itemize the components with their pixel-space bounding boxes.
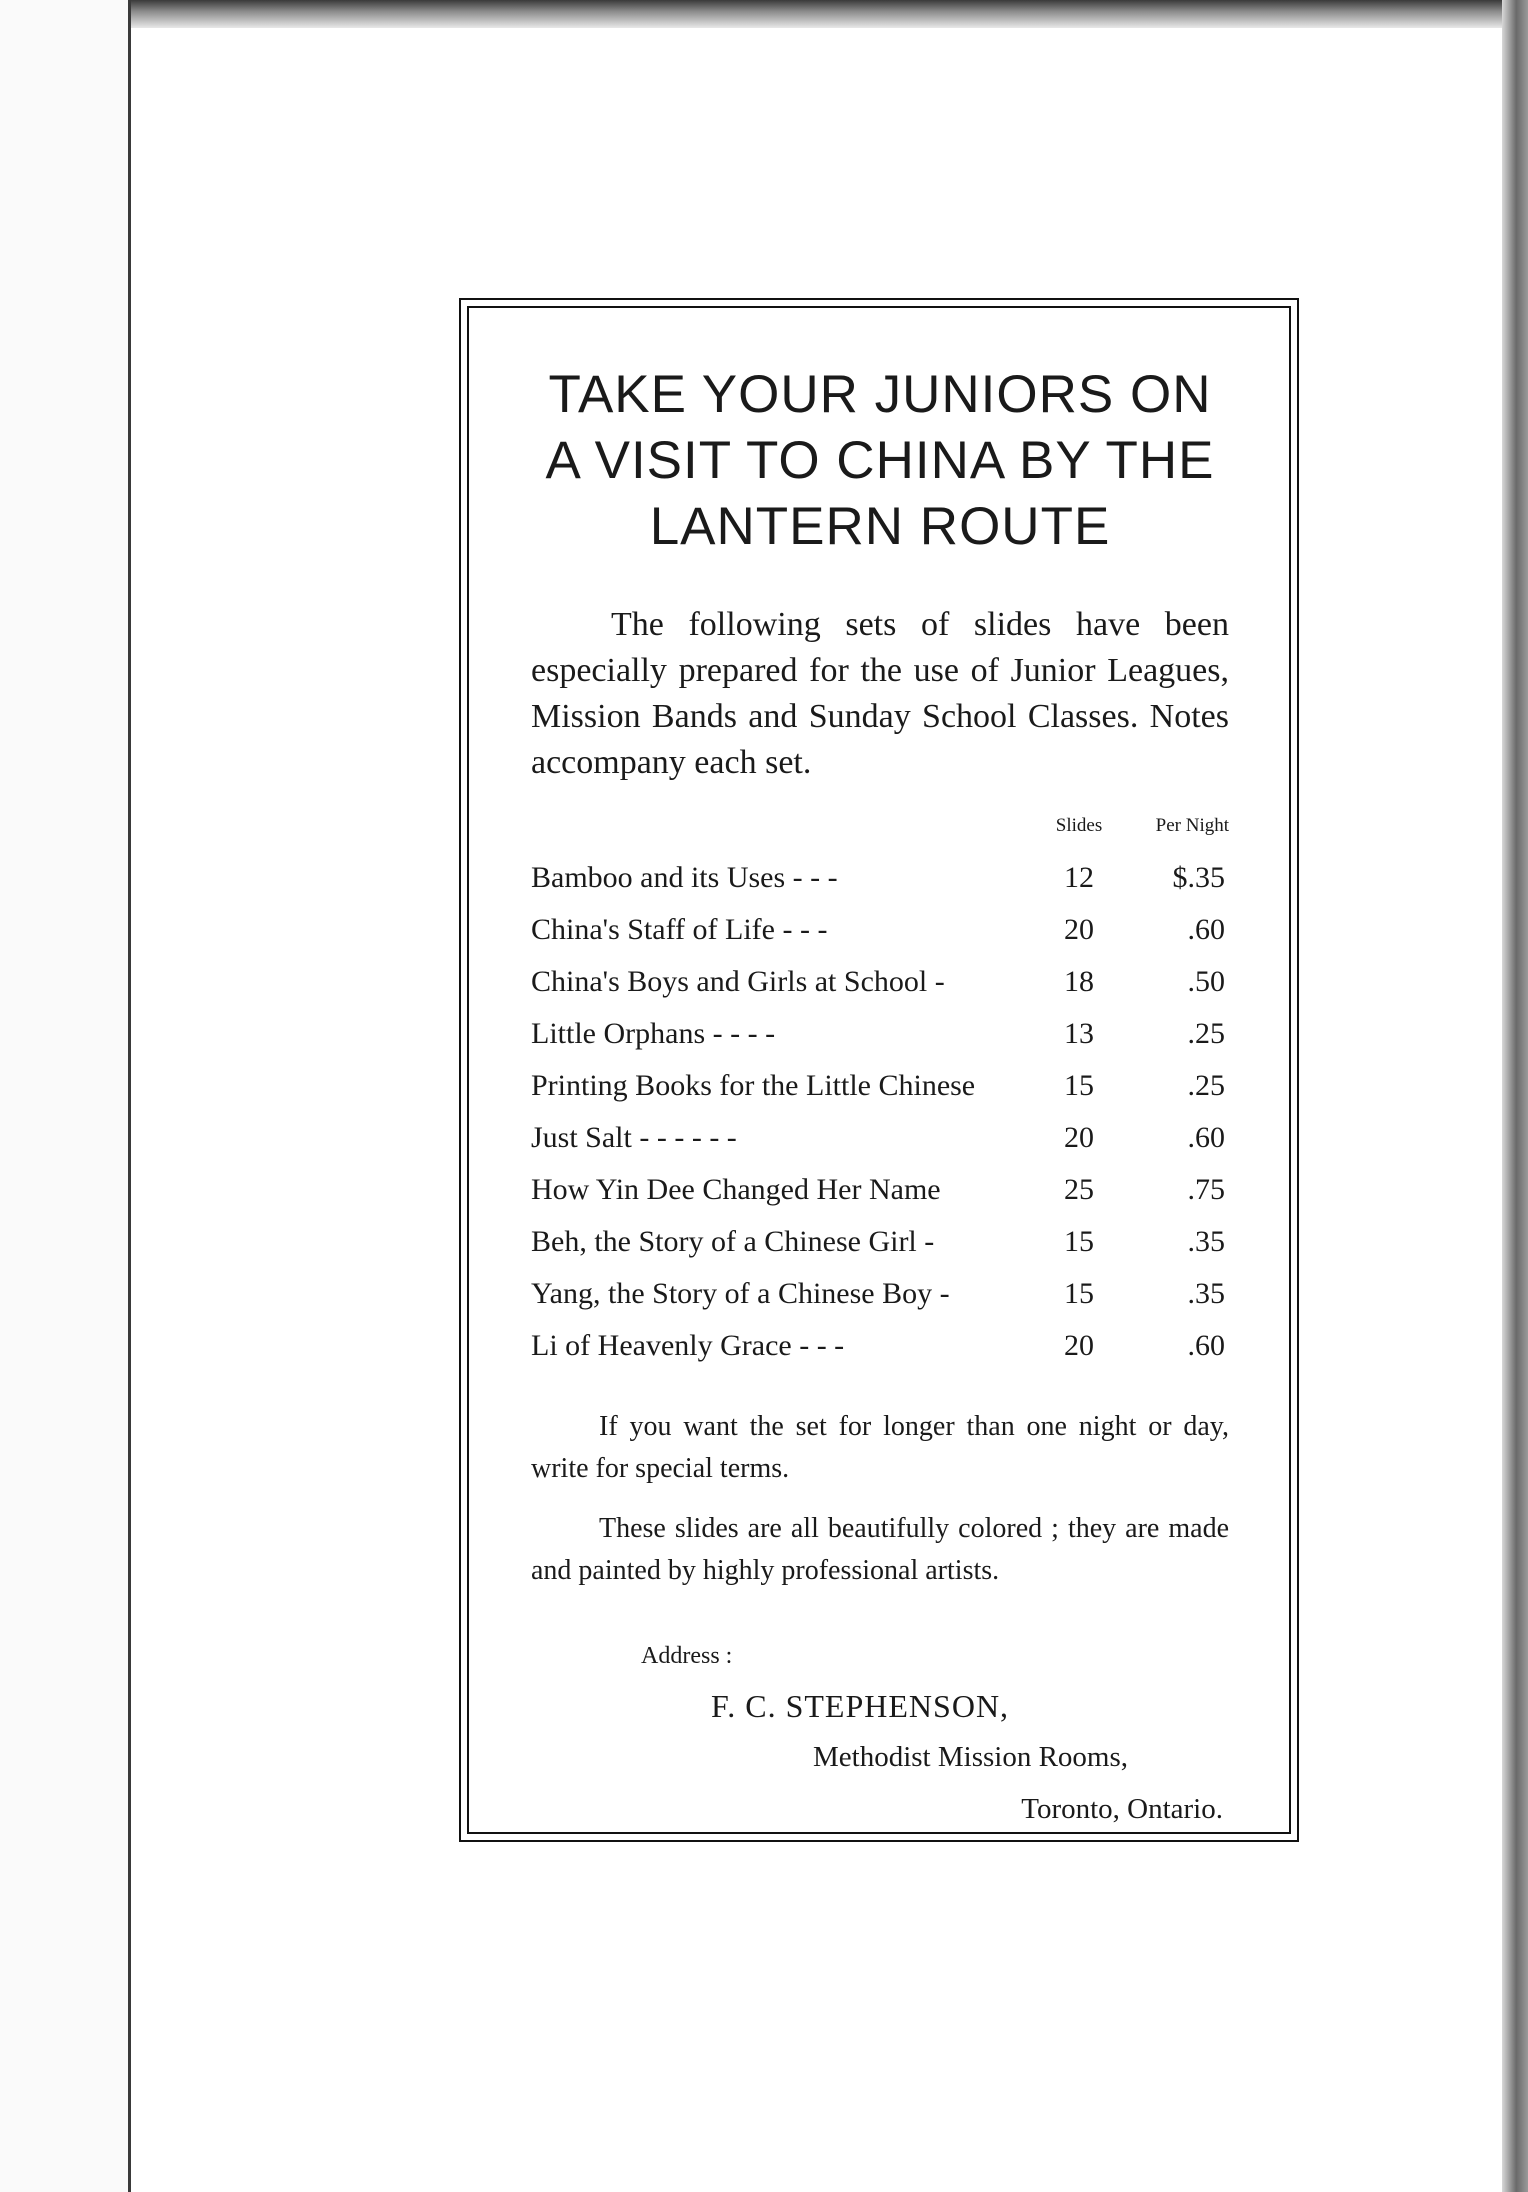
address-block (531, 1632, 1229, 1836)
set-slide-count: 15 (1064, 1277, 1094, 1310)
book-binding-edge (1502, 0, 1528, 2192)
scan-top-edge (0, 0, 1528, 28)
set-price: .75 (1187, 1173, 1225, 1206)
set-price: .60 (1187, 1329, 1225, 1362)
set-slide-count: 20 (1064, 913, 1094, 946)
set-price: $.35 (1172, 861, 1225, 894)
set-price: .60 (1187, 913, 1225, 946)
set-price: .60 (1187, 1121, 1225, 1154)
set-slide-count: 13 (1064, 1017, 1094, 1050)
advertisement-frame (459, 298, 1299, 1842)
slide-set-row (531, 956, 1229, 1008)
slide-set-row (531, 1164, 1229, 1216)
set-price: .35 (1187, 1225, 1225, 1258)
colored-slides-note: These slides are all beautifully colored ; they are made and painted by highly professional artists. (531, 1513, 1229, 1586)
address-line-1: Methodist Mission Rooms, (813, 1741, 1129, 1773)
slide-set-row (531, 1268, 1229, 1320)
slide-set-row (531, 1320, 1229, 1372)
slide-set-row (531, 1216, 1229, 1268)
facing-page-edge (0, 0, 131, 2192)
address-label: Address : (641, 1643, 733, 1669)
slide-set-row (531, 904, 1229, 956)
special-terms-note: If you want the set for longer than one night or day, write for special terms. (531, 1411, 1229, 1484)
address-name: F. C. STEPHENSON, (711, 1688, 1010, 1724)
set-price: .25 (1187, 1069, 1225, 1102)
column-headers (531, 814, 1229, 838)
set-title: Little Orphans - - - - (531, 1017, 776, 1050)
set-title: Beh, the Story of a Chinese Girl - (531, 1225, 935, 1258)
slide-set-row (531, 1060, 1229, 1112)
advertisement-inner-frame (467, 306, 1291, 1834)
slide-set-row (531, 852, 1229, 904)
set-slide-count: 20 (1064, 1329, 1094, 1362)
slide-set-list (531, 852, 1229, 1372)
set-title: Yang, the Story of a Chinese Boy - (531, 1277, 950, 1310)
set-price: .25 (1187, 1017, 1225, 1050)
set-title: China's Staff of Life - - - (531, 913, 828, 946)
slide-set-row (531, 1112, 1229, 1164)
set-slide-count: 25 (1064, 1173, 1094, 1206)
per-night-column-header: Per Night (1155, 815, 1229, 836)
set-price: .50 (1187, 965, 1225, 998)
headline: TAKE YOUR JUNIORS ON A VISIT TO CHINA BY THE LANTERN ROUTE (545, 365, 1215, 556)
set-slide-count: 15 (1064, 1225, 1094, 1258)
page (131, 28, 1502, 2192)
set-title: Printing Books for the Little Chinese (531, 1069, 976, 1102)
intro-paragraph: The following sets of slides have been especially prepared for the use of Junior Leagues, Mission Bands and Sunday School Classes. Notes accompany each set. (531, 606, 1229, 781)
set-title: How Yin Dee Changed Her Name (531, 1173, 941, 1206)
set-slide-count: 18 (1064, 965, 1094, 998)
address-line-2: Toronto, Ontario. (1021, 1793, 1223, 1825)
set-title: Just Salt - - - - - - (531, 1121, 737, 1154)
set-slide-count: 15 (1064, 1069, 1094, 1102)
set-price: .35 (1187, 1277, 1225, 1310)
set-slide-count: 20 (1064, 1121, 1094, 1154)
set-title: Bamboo and its Uses - - - (531, 861, 838, 894)
set-slide-count: 12 (1064, 861, 1094, 894)
set-title: China's Boys and Girls at School - (531, 965, 945, 998)
slides-column-header: Slides (1055, 815, 1103, 836)
set-title: Li of Heavenly Grace - - - (531, 1329, 845, 1362)
slide-set-row (531, 1008, 1229, 1060)
